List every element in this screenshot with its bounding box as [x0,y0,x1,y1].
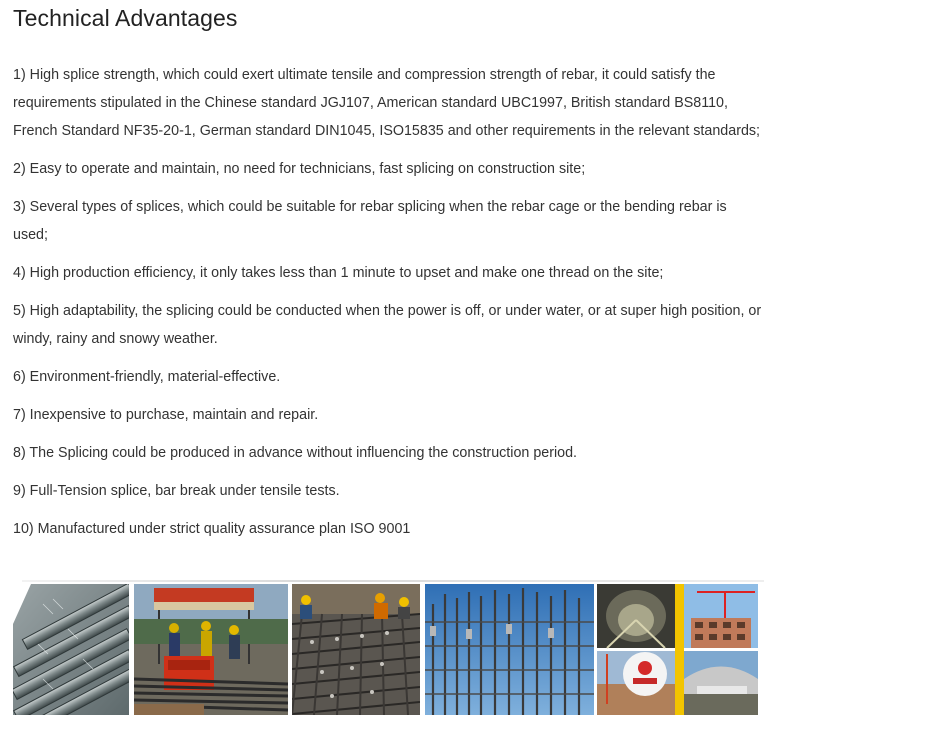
advantage-item: 8) The Splicing could be produced in advance without influencing the construction period. [13,445,578,461]
advantage-item: 7) Inexpensive to purchase, maintain and repair. [13,407,319,423]
upsetting-machine-photo [134,584,288,715]
gallery-divider [22,580,764,582]
rebar-cage-photo [425,584,594,715]
project-collage-photo [597,584,758,715]
advantage-item: 5) High adaptability, the splicing could be conducted when the power is off, or under water, or at super high position, or windy, rainy and snowy weather. [13,303,762,347]
advantage-item: 6) Environment-friendly, material-effective. [13,369,281,385]
product-gallery [13,584,761,715]
advantage-item: 1) High splice strength, which could exert ultimate tensile and compression strength of rebar, it could satisfy the requirements stipulated in the Chinese standard JGJ107, American standard UBC1997, British standard BS8110, French Standard NF35-20-1, German standard DIN1045, ISO15835 and other requirements in the relevant standards; [13,67,761,139]
rebar-mesh-workers-photo [292,584,420,715]
advantage-item: 3) Several types of splices, which could be suitable for rebar splicing when the rebar cage or the bending rebar is used; [13,199,727,243]
advantage-item: 9) Full-Tension splice, bar break under tensile tests. [13,483,340,499]
advantages-list [13,61,763,553]
advantage-item: 4) High production efficiency, it only takes less than 1 minute to upset and make one thread on the site; [13,265,664,281]
threaded-rebar-photo [13,584,129,715]
page-title: Technical Advantages [13,5,238,31]
advantage-item: 2) Easy to operate and maintain, no need for technicians, fast splicing on construction site; [13,161,586,177]
advantage-item: 10) Manufactured under strict quality assurance plan ISO 9001 [13,521,411,537]
